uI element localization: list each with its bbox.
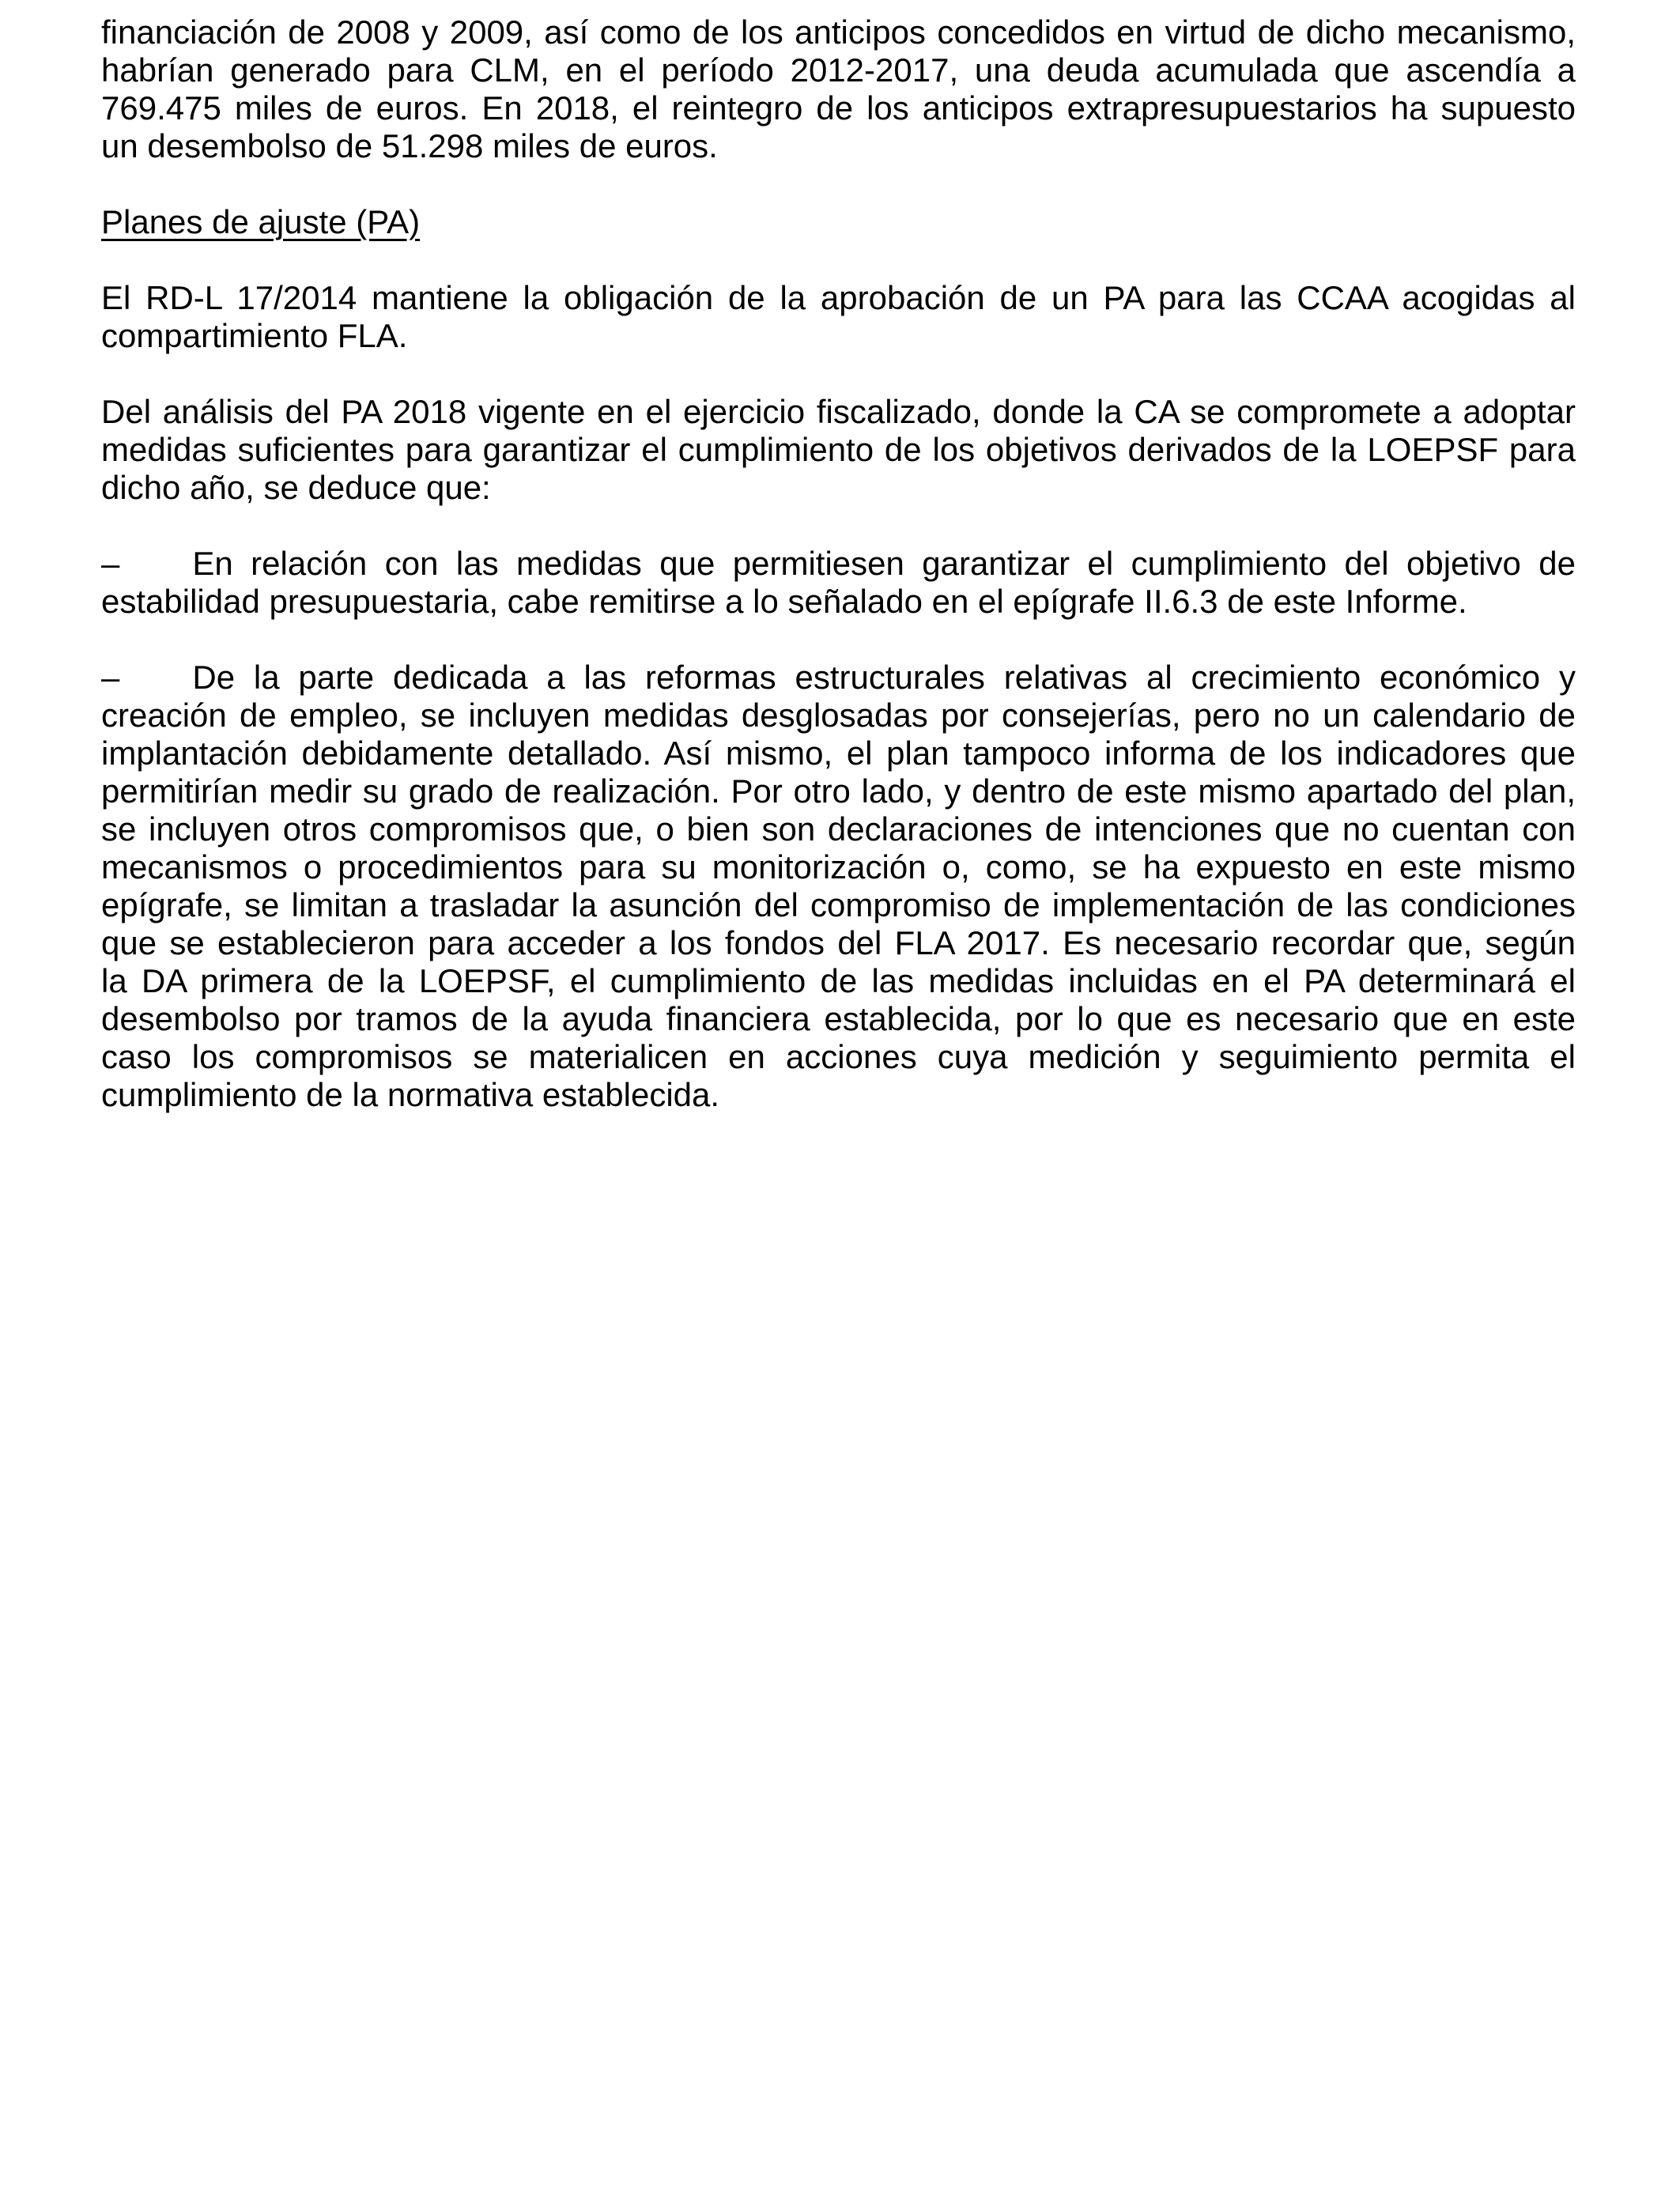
text-line: caso los compromisos se materialicen en acciones cuya medición y seguimiento permita el <box>101 1038 1576 1075</box>
tab-spacer <box>119 688 192 689</box>
text-line: permitirían medir su grado de realización. Por otro lado, y dentro de este mismo apartado del plan, <box>101 772 1576 810</box>
heading-planes-de-ajuste: Planes de ajuste (PA) <box>101 203 421 240</box>
text-line: la DA primera de la LOEPSF, el cumplimiento de las medidas incluidas en el PA determinará el <box>101 962 1576 999</box>
text-line: compartimiento FLA. <box>101 317 408 354</box>
section-heading <box>101 203 1576 241</box>
text-column <box>101 13 1576 1152</box>
text-line: implantación debidamente detallado. Así mismo, el plan tampoco informa de los indicadores que <box>101 734 1576 772</box>
text-line: medidas suficientes para garantizar el cumplimiento de los objetivos derivados de la LOEPSF para <box>101 431 1576 468</box>
text-line: se incluyen otros compromisos que, o bien son declaraciones de intenciones que no cuentan con <box>101 810 1576 848</box>
text-line: cumplimiento de la normativa establecida. <box>101 1076 720 1113</box>
bullet-text: En relación con las medidas que permitiesen garantizar el cumplimiento del objetivo de <box>192 545 1576 582</box>
bullet-dash: – <box>101 545 120 582</box>
text-line: habrían generado para CLM, en el período 2012-2017, una deuda acumulada que ascendía a <box>101 51 1576 89</box>
heading-line <box>101 203 1576 241</box>
text-line: un desembolso de 51.298 miles de euros. <box>101 127 718 164</box>
text-line: dicho año, se deduce que: <box>101 469 491 506</box>
paragraph-financing-debt <box>101 13 1576 165</box>
bullet-text: De la parte dedicada a las reformas estructurales relativas al crecimiento económico y <box>192 659 1576 696</box>
tab-spacer <box>119 574 192 575</box>
bullet-dash: – <box>101 659 120 696</box>
bullet-structural-reforms <box>101 659 1576 1114</box>
bullet-stability-objective <box>101 545 1576 621</box>
paragraph-rdl-17-2014 <box>101 279 1576 355</box>
text-line <box>101 659 1576 697</box>
text-line: desembolso por tramos de la ayuda financiera establecida, por lo que es necesario que en este <box>101 1000 1576 1037</box>
text-line: epígrafe, se limitan a trasladar la asunción del compromiso de implementación de las condiciones <box>101 886 1576 923</box>
text-line: estabilidad presupuestaria, cabe remitirse a lo señalado en el epígrafe II.6.3 de este Informe. <box>101 583 1467 620</box>
text-line <box>101 545 1576 583</box>
text-line: Del análisis del PA 2018 vigente en el ejercicio fiscalizado, donde la CA se compromete a adoptar <box>101 393 1576 430</box>
text-line: creación de empleo, se incluyen medidas desglosadas por consejerías, pero no un calendario de <box>101 697 1576 734</box>
text-line: financiación de 2008 y 2009, así como de los anticipos concedidos en virtud de dicho mecanismo, <box>101 13 1576 51</box>
text-line: que se establecieron para acceder a los fondos del FLA 2017. Es necesario recordar que, según <box>101 924 1576 961</box>
text-line: 769.475 miles de euros. En 2018, el reintegro de los anticipos extrapresupuestarios ha supuesto <box>101 89 1576 127</box>
text-line: El RD-L 17/2014 mantiene la obligación de la aprobación de un PA para las CCAA acogidas al <box>101 279 1576 316</box>
paragraph-pa-2018-analysis <box>101 393 1576 507</box>
text-line: mecanismos o procedimientos para su monitorización o, como, se ha expuesto en este mismo <box>101 848 1576 886</box>
